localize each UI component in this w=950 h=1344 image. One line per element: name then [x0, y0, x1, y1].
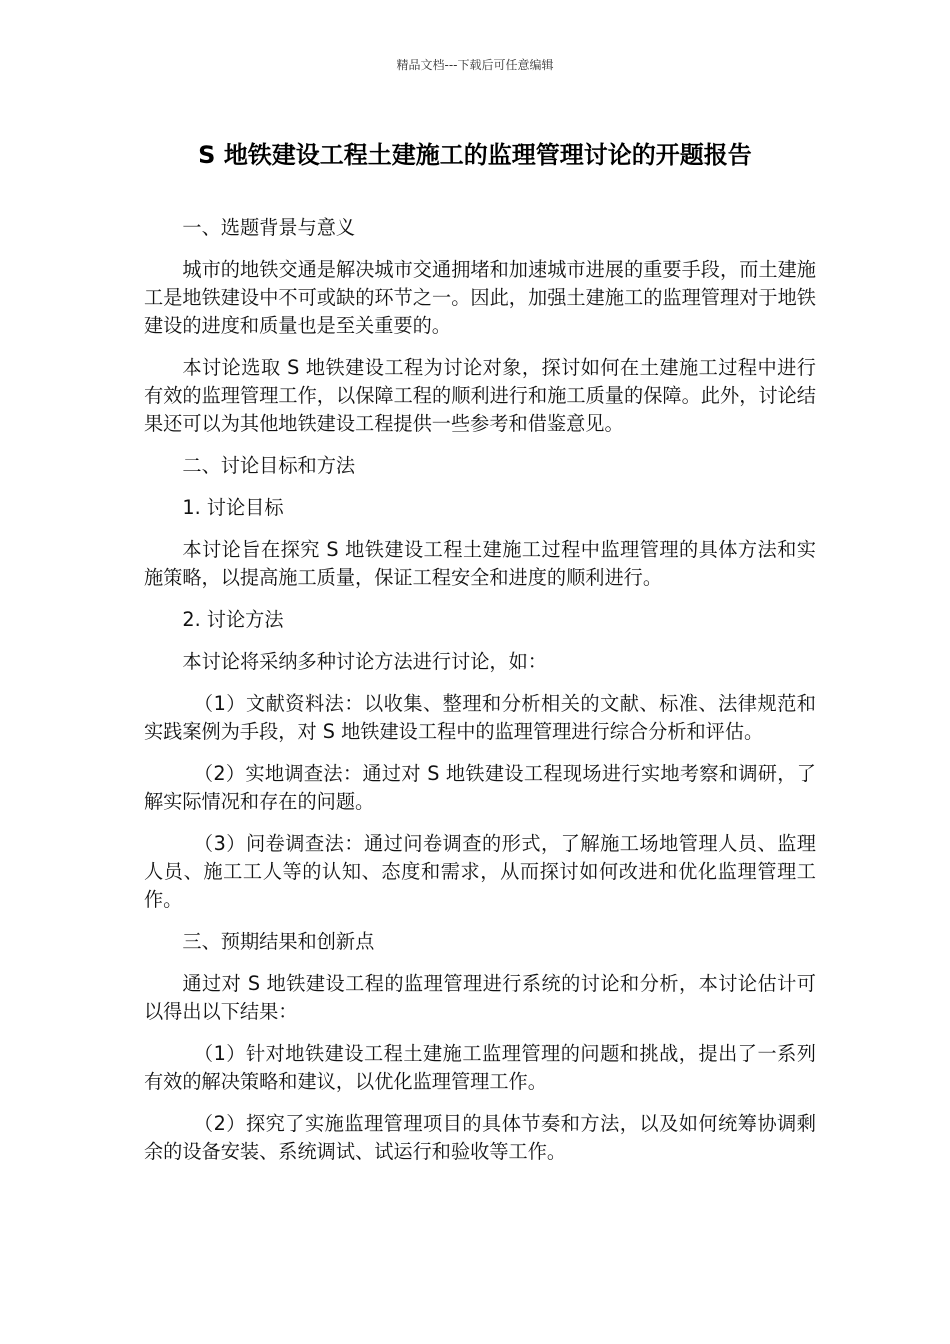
paragraph-background: 城市的地铁交通是解决城市交通拥堵和加速城市进展的重要手段，而土建施工是地铁建设中不可或缺的环节之一。因此，加强土建施工的监理管理对于地铁建设的进度和质量也是至关重要的。	[144, 258, 816, 337]
list-item-method-literature: （1）文献资料法：以收集、整理和分析相关的文献、标准、法律规范和实践案例为手段，对 S 地铁建设工程中的监理管理进行综合分析和评估。	[144, 692, 816, 743]
paragraph-methods-intro: 本讨论将采纳多种讨论方法进行讨论，如：	[182, 650, 547, 673]
section-heading-expected-results: 三、预期结果和创新点	[182, 930, 375, 953]
paragraph-research-object: 本讨论选取 S 地铁建设工程为讨论对象，探讨如何在土建施工过程中进行有效的监理管理工作，以保障工程的顺利进行和施工质量的保障。此外，讨论结果还可以为其他地铁建设工程提供一些参考和借鉴意见。	[144, 356, 816, 435]
document-title: S 地铁建设工程土建施工的监理管理讨论的开题报告	[198, 141, 752, 169]
paragraph-goals: 本讨论旨在探究 S 地铁建设工程土建施工过程中监理管理的具体方法和实施策略，以提高施工质量，保证工程安全和进度的顺利进行。	[144, 538, 816, 589]
header-note: 精品文档---下载后可任意编辑	[396, 58, 554, 72]
section-heading-background: 一、选题背景与意义	[182, 216, 356, 239]
paragraph-results-intro: 通过对 S 地铁建设工程的监理管理进行系统的讨论和分析，本讨论估计可以得出以下结果：	[144, 972, 816, 1023]
subheading-goals: 1. 讨论目标	[182, 496, 284, 519]
list-item-method-field-survey: （2）实地调查法：通过对 S 地铁建设工程现场进行实地考察和调研，了解实际情况和存在的问题。	[144, 762, 816, 813]
subheading-methods: 2. 讨论方法	[182, 608, 284, 631]
document-body	[144, 214, 816, 1180]
list-item-method-questionnaire: （3）问卷调查法：通过问卷调查的形式，了解施工场地管理人员、监理人员、施工工人等的认知、态度和需求，从而探讨如何改进和优化监理管理工作。	[144, 832, 816, 911]
list-item-result-strategies: （1）针对地铁建设工程土建施工监理管理的问题和挑战，提出了一系列有效的解决策略和建议，以优化监理管理工作。	[144, 1042, 816, 1093]
list-item-result-coordination: （2）探究了实施监理管理项目的具体节奏和方法，以及如何统筹协调剩余的设备安装、系统调试、试运行和验收等工作。	[144, 1112, 816, 1163]
section-heading-goals-methods: 二、讨论目标和方法	[182, 454, 356, 477]
